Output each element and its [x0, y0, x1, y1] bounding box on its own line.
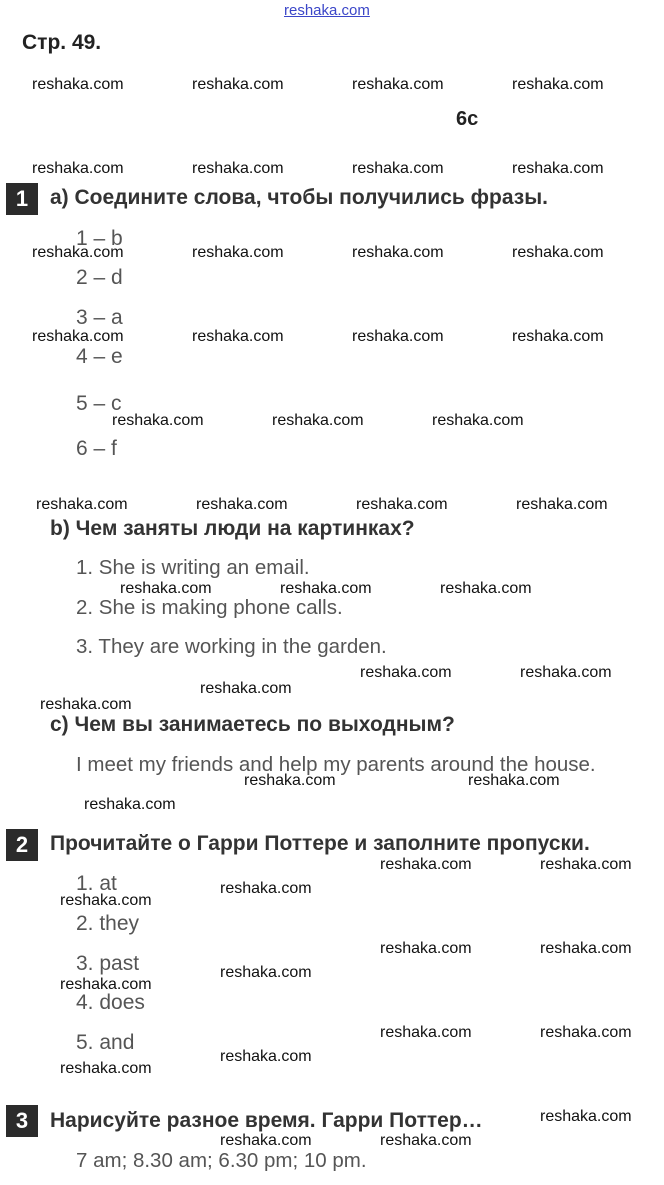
watermark: reshaka.com	[512, 328, 604, 345]
match-item: 3 – a	[76, 306, 123, 329]
watermark: reshaka.com	[352, 328, 444, 345]
watermark: reshaka.com	[60, 1060, 152, 1077]
watermark: reshaka.com	[32, 244, 124, 261]
match-item: 4 – e	[76, 345, 123, 368]
fill-item: 2. they	[76, 912, 140, 935]
watermark: reshaka.com	[432, 412, 524, 429]
watermark: reshaka.com	[60, 976, 152, 993]
watermark: reshaka.com	[512, 76, 604, 93]
watermark: reshaka.com	[32, 76, 124, 93]
exercise-2-badge: 2	[6, 829, 38, 861]
watermark: reshaka.com	[40, 696, 132, 713]
watermark: reshaka.com	[220, 1132, 312, 1149]
watermark: reshaka.com	[112, 412, 204, 429]
watermark: reshaka.com	[84, 796, 176, 813]
watermark: reshaka.com	[200, 680, 292, 697]
watermark: reshaka.com	[468, 772, 560, 789]
watermark: reshaka.com	[352, 160, 444, 177]
watermark: reshaka.com	[512, 160, 604, 177]
watermark: reshaka.com	[192, 76, 284, 93]
watermark: reshaka.com	[220, 880, 312, 897]
watermark: reshaka.com	[272, 412, 364, 429]
watermark: reshaka.com	[380, 940, 472, 957]
watermark: reshaka.com	[512, 244, 604, 261]
answer-sentence: 7 am; 8.30 am; 6.30 pm; 10 pm.	[76, 1149, 367, 1172]
watermark: reshaka.com	[280, 580, 372, 597]
match-item: 2 – d	[76, 266, 123, 289]
watermark: reshaka.com	[36, 496, 128, 513]
fill-item: 1. at	[76, 872, 117, 895]
watermark: reshaka.com	[520, 664, 612, 681]
exercise-1b-title: b) Чем заняты люди на картинках?	[50, 517, 415, 540]
match-item: 5 – c	[76, 392, 122, 415]
watermark: reshaka.com	[60, 892, 152, 909]
watermark: reshaka.com	[540, 1024, 632, 1041]
fill-item: 3. past	[76, 952, 140, 975]
watermark: reshaka.com	[516, 496, 608, 513]
watermark: reshaka.com	[32, 160, 124, 177]
watermark: reshaka.com	[244, 772, 336, 789]
watermark: reshaka.com	[540, 1108, 632, 1125]
exercise-3-title: Нарисуйте разное время. Гарри Поттер…	[50, 1109, 483, 1132]
watermark: reshaka.com	[352, 244, 444, 261]
exercise-1c-title: c) Чем вы занимаетесь по выходным?	[50, 713, 455, 736]
watermark: reshaka.com	[356, 496, 448, 513]
watermark: reshaka.com	[360, 664, 452, 681]
watermark: reshaka.com	[540, 940, 632, 957]
answer-sentence: 1. She is writing an email.	[76, 556, 310, 579]
watermark: reshaka.com	[220, 1048, 312, 1065]
watermark: reshaka.com	[120, 580, 212, 597]
watermark: reshaka.com	[32, 328, 124, 345]
fill-item: 4. does	[76, 991, 145, 1014]
answer-sentence: I meet my friends and help my parents around the house.	[76, 753, 596, 776]
watermark: reshaka.com	[540, 856, 632, 873]
fill-item: 5. and	[76, 1031, 135, 1054]
watermark: reshaka.com	[220, 964, 312, 981]
exercise-3-badge: 3	[6, 1105, 38, 1137]
site-link[interactable]: reshaka.com	[284, 2, 370, 19]
watermark: reshaka.com	[380, 1024, 472, 1041]
watermark: reshaka.com	[380, 1132, 472, 1149]
exercise-2-title: Прочитайте о Гарри Поттере и заполните пропуски.	[50, 832, 590, 855]
watermark: reshaka.com	[440, 580, 532, 597]
watermark: reshaka.com	[192, 328, 284, 345]
watermark: reshaka.com	[192, 160, 284, 177]
watermark: reshaka.com	[196, 496, 288, 513]
lesson-label: 6c	[456, 108, 479, 130]
watermark: reshaka.com	[352, 76, 444, 93]
answer-sentence: 3. They are working in the garden.	[76, 635, 387, 658]
watermark: reshaka.com	[380, 856, 472, 873]
match-item: 1 – b	[76, 227, 123, 250]
answer-sentence: 2. She is making phone calls.	[76, 596, 343, 619]
exercise-1-badge: 1	[6, 183, 38, 215]
page-number: Стр. 49.	[22, 31, 102, 54]
watermark: reshaka.com	[192, 244, 284, 261]
exercise-1a-title: a) Соедините слова, чтобы получились фразы.	[50, 186, 548, 209]
match-item: 6 – f	[76, 437, 117, 460]
